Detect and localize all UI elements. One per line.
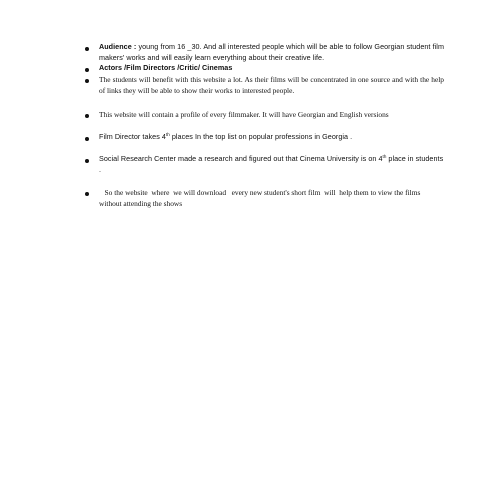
list-item-film-director bbox=[84, 132, 444, 143]
bullet-dot bbox=[85, 114, 89, 118]
list-item-benefit bbox=[84, 74, 444, 96]
bullet-dot bbox=[85, 68, 89, 72]
bullet-dot bbox=[85, 79, 89, 83]
website-text: So the website where we will download every new student's short film will help them to view the films without attending the shows bbox=[99, 188, 423, 208]
bullet-list bbox=[84, 42, 444, 209]
research-text-before: Social Research Center made a research and figured out that Cinema University is on 4 bbox=[99, 154, 383, 163]
profile-text: This website will contain a profile of every filmmaker. It will have Georgian and English versions bbox=[99, 109, 389, 119]
list-item-research bbox=[84, 154, 444, 175]
bullet-dot bbox=[85, 192, 89, 196]
roles-text: Actors /Film Directors /Critic/ Cinemas bbox=[99, 63, 233, 72]
audience-text: young from 16 _30. And all interested people which will be able to follow Georgian student film makers' works and will easily learn everything about their creative life. bbox=[99, 42, 444, 62]
benefit-text: The students will benefit with this website a lot. As their films will be concentrated in one source and with the help of links they will be able to show their works to interested people. bbox=[99, 74, 444, 95]
superscript-th: th bbox=[165, 131, 170, 137]
bullet-dot bbox=[85, 137, 89, 141]
audience-label: Audience : bbox=[99, 42, 137, 51]
bullet-dot bbox=[85, 47, 89, 51]
list-item-audience bbox=[84, 42, 444, 63]
list-item-roles bbox=[84, 63, 444, 74]
film-director-text-after: places In the top list on popular professions in Georgia . bbox=[169, 131, 353, 141]
superscript-th: th bbox=[382, 154, 387, 159]
film-director-text-before: Film Director takes 4 bbox=[99, 131, 166, 141]
list-item-website bbox=[84, 187, 444, 209]
bullet-dot bbox=[85, 159, 89, 163]
list-item-profile bbox=[84, 109, 444, 120]
research-text-after: place in students . bbox=[99, 154, 444, 174]
